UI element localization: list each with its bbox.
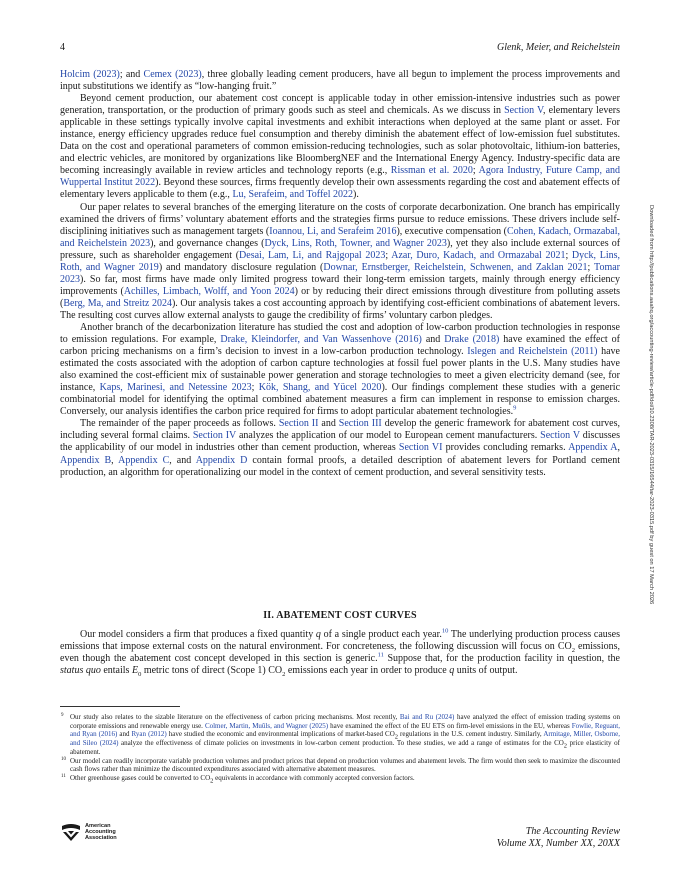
citation-link[interactable]: Achilles, Limbach, Wolff, and Yoon 2024 <box>123 285 295 297</box>
journal-info <box>497 826 620 850</box>
citation-link[interactable]: Armitage, Miller, Osborne, and Sileo (2024) <box>70 730 621 748</box>
journal-volume: Volume XX, Number XX, 20XX <box>496 838 620 849</box>
citation-link[interactable]: Rissman et al. 2020 <box>390 165 473 177</box>
citation-link[interactable]: Cohen, Kadach, Ormazabal, and Reichelstein 2023 <box>60 225 621 249</box>
section-text <box>60 629 620 677</box>
aaa-logo <box>60 822 117 842</box>
section-link[interactable]: Section V <box>540 430 580 442</box>
paragraph-section-ii: Our model considers a firm that produces a fixed quantity q of a single product each year.$^{10}$ The underlying production process causes emissions that impose external costs on the natural environment. For concreteness, the following discussion will focus on $CO_2$ emissions, even though the abatement cost concept developed in this section is generic.$^{11}$ Suppose that, for the production facility in question, the status quo entails $E_0$ metric tons of direct (Scope 1) $CO_2$ emissions each year in order to produce q units of output. <box>60 627 621 679</box>
paragraph-5: The remainder of the paper proceeds as follows. Section II and Section III develop the generic framework for abatement cost curves, including several formal claims. Section IV analyzes the application of our model to European cement manufacturers. Section V discusses the applicability of our model in industries other than cement production, whereas Section VI provides concluding remarks. Appendix A, Appendix B, Appendix C, and Appendix D contain formal proofs, a detailed description of abatement levers for Portland cement production, an algorithm for operationalizing our model in the context of cement production, and several sensitivity tests. <box>60 418 621 478</box>
citation-link[interactable]: Cemex (2023) <box>143 69 202 80</box>
citation-link[interactable]: Drake, Kleindorfer, and Van Wassenhove (2016) <box>220 334 422 346</box>
section-link[interactable]: Section VI <box>398 442 443 454</box>
citation-link[interactable]: Berg, Ma, and Streitz 2024 <box>63 297 172 309</box>
citation-link[interactable]: Ryan (2012) <box>131 730 167 739</box>
footnotes <box>60 713 620 783</box>
appendix-link[interactable]: Appendix A <box>568 442 618 454</box>
footnote-number: 11 <box>61 773 66 779</box>
paragraph-3: Our paper relates to several branches of the emerging literature on the costs of corporate decarbonization. One branch has empirically examined the drivers of firms’ voluntary abatement efforts and the strategies firms pursue to reduce emissions. These drivers include self-disciplining initiatives such as management targets (Ioannou, Li, and Serafeim 2016), executive compensation (Cohen, Kadach, Ormazabal, and Reichelstein 2023), and governance changes (Dyck, Lins, Roth, Towner, and Wagner 2023), yet they also include external sources of pressure, such as shareholder engagement (Desai, Lam, Li, and Rajgopal 2023; Azar, Duro, Kadach, and Ormazabal 2021; Dyck, Lins, Roth, and Wagner 2019) and mandatory disclosure regulation (Downar, Ernstberger, Reichelstein, Schwenen, and Zaklan 2021; Tomar 2023). So far, most firms have made only limited progress toward their long-term emission targets, mainly through energy efficiency improvements (Achilles, Limbach, Wolff, and Yoon 2024) or by reducing their direct emissions through divestiture from polluting assets (Berg, Ma, and Streitz 2024). Our analysis takes a cost accounting approach by identifying cost-efficient combinations of abatement levers. The resulting cost curves allow external analysts to gauge the credibility of firms’ voluntary carbon pledges. <box>60 201 621 321</box>
footnote-10: 10 Our model can readily incorporate variable production volumes and product prices that depend on production volumes and abatement levels. The firm would then seek to maximize the discounted cash flows rather than minimize the discounted expenditures associated with alternative abatement measures. <box>61 756 620 774</box>
paragraph-4: Another branch of the decarbonization literature has studied the cost and adoption of low-carbon production technologies in response to emission regulations. For example, Drake, Kleindorfer, and Van Wassenhove (2016) and Drake (2018) have examined the effect of carbon pricing mechanisms on a firm’s decision to invest in a low-carbon production technology. Islegen and Reichelstein (2011) have estimated the costs associated with the adoption of carbon capture technologies at fossil fuel power plants in the U.S. Many studies have also examined the cost-efficient mix of sustainable power generation and storage technologies to meet a given electricity demand (see, for instance, Kaps, Marinesi, and Netessine 2023; Kök, Shang, and Yücel 2020). Our findings complement these studies with a generic combinatorial model for identifying the optimal combined abatement measures a firm can implement in response to emission charges. Conversely, our analysis identifies the carbon price required for firms to adopt particular abatement technologies.$^9$ <box>60 321 621 418</box>
download-watermark: Downloaded from http://publications.aaahq.org/accounting-review/article-pdf/doi/10.2308/TAR-2023-0315/16544/tar-2023-0315.pdf by guest on 17 March 2026 <box>648 205 654 605</box>
appendix-link[interactable]: Appendix C <box>118 454 170 466</box>
appendix-link[interactable]: Appendix B <box>60 454 112 466</box>
citation-link[interactable]: Desai, Lam, Li, and Rajgopal 2023 <box>239 249 386 261</box>
footnote-divider <box>60 706 180 707</box>
body-text <box>60 69 620 479</box>
paragraph-1: Holcim (2023); and Cemex (2023), three globally leading cement producers, have all begun to implement the process improvements and input substitutions we identify as “low-hanging fruit.” <box>60 69 620 93</box>
section-link[interactable]: Section II <box>278 418 319 430</box>
journal-title: The Accounting Review <box>525 826 620 837</box>
appendix-link[interactable]: Appendix D <box>195 454 248 466</box>
aaa-emblem-icon <box>60 822 82 842</box>
footnote-marker[interactable]: 11 <box>377 651 384 659</box>
footnote-number: 10 <box>61 756 66 762</box>
citation-link[interactable]: Downar, Ernstberger, Reichelstein, Schwenen, and Zaklan 2021 <box>323 261 588 273</box>
section-link[interactable]: Section III <box>338 418 382 430</box>
citation-link[interactable]: Azar, Duro, Kadach, and Ormazabal 2021 <box>391 249 566 261</box>
running-head-authors: Glenk, Meier, and Reichelstein <box>496 42 620 53</box>
citation-link[interactable]: Ioannou, Li, and Serafeim 2016 <box>269 225 397 237</box>
citation-link[interactable]: Bai and Ru (2024) <box>399 713 455 721</box>
citation-link[interactable]: Dyck, Lins, Roth, Towner, and Wagner 2023 <box>264 237 447 249</box>
citation-link[interactable]: Tomar 2023 <box>60 261 620 285</box>
citation-link[interactable]: Kök, Shang, and Yücel 2020 <box>258 382 382 394</box>
citation-link[interactable]: Colmer, Martin, Muûls, and Wagner (2025) <box>204 721 329 730</box>
citation-link[interactable]: Agora Industry, Future Camp, and Wuppertal Institut 2022 <box>60 165 621 189</box>
section-link[interactable]: Section IV <box>192 430 237 442</box>
citation-link[interactable]: Holcim (2023) <box>60 69 120 80</box>
paragraph-2: Beyond cement production, our abatement cost concept is applicable today in other emission-intensive industries such as power generation, transportation, or the production of primary goods such as steel and chemicals. As we discuss in Section V, elementary levers applicable in these settings typically involve capital investments and exhibit interactions when deployed at the same plant or asset. For instance, energy efficiency upgrades reduce fuel consumption and thereby diminish the abatement effect of low-emission fuel substitutes. Data on the cost and operational parameters of common emission-reducing technologies, such as solar photovoltaic, lithium-ion batteries, and electric vehicles, are monitored by organizations like BloombergNEF and the International Energy Agency. Industry-specific data are becoming increasingly available in review articles and technology reports (e.g., Rissman et al. 2020; Agora Industry, Future Camp, and Wuppertal Institut 2022). Beyond these sources, firms frequently develop their own assessments regarding the cost and abatement effects of elementary levers applicable to them (e.g., Lu, Serafeim, and Toffel 2022). <box>60 93 621 201</box>
citation-link[interactable]: Dyck, Lins, Roth, and Wagner 2019 <box>60 249 620 273</box>
citation-link[interactable]: Fowlie, Reguant, and Ryan (2016) <box>70 721 620 739</box>
footnote-11: 11 Other greenhouse gases could be converted to $CO_2$ equivalents in accordance with commonly accepted conversion factors. <box>61 773 415 785</box>
section-heading: II. ABATEMENT COST CURVES <box>263 610 417 621</box>
citation-link[interactable]: Kaps, Marinesi, and Netessine 2023 <box>99 382 252 394</box>
page-number: 4 <box>60 42 65 53</box>
citation-link[interactable]: Drake (2018) <box>444 334 500 346</box>
section-link[interactable]: Section V <box>504 105 543 117</box>
citation-link[interactable]: Lu, Serafeim, and Toffel 2022 <box>232 189 354 201</box>
aaa-logo-text: American Accounting Association <box>85 822 117 842</box>
footnote-marker[interactable]: 9 <box>513 404 517 412</box>
footnote-number: 9 <box>61 713 64 718</box>
footnote-marker[interactable]: 10 <box>441 627 449 635</box>
footnote-9: 9 Our study also relates to the sizable literature on the effectiveness of carbon pricing mechanisms. Most recently, Bai and Ru (2024) have analyzed the effect of emission trading systems on corporate emissions and renewable energy use. Colmer, Martin, Muûls, and Wagner (2025) have examined the effect of the EU ETS on firm-level emissions in the EU, whereas Fowlie, Reguant, and Ryan (2016) and Ryan (2012) have studied the economic and environmental implications of market-based $CO_2$ regulations in the U.S. cement industry. Similarly, Armitage, Miller, Osborne, and Sileo (2024) analyze the effectiveness of climate policies on investments in low-carbon cement production. To these studies, we add a range of estimates for the $CO_2$ price elasticity of abatement. <box>61 713 621 756</box>
citation-link[interactable]: Islegen and Reichelstein (2011) <box>467 346 598 358</box>
